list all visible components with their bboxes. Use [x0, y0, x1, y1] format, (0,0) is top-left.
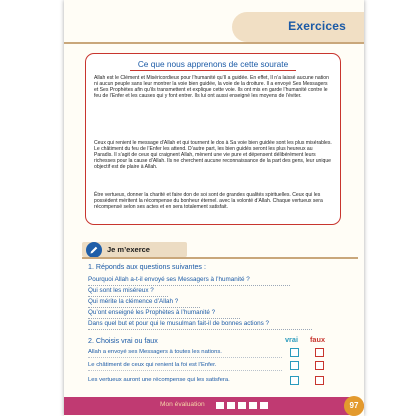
footer: [64, 393, 364, 416]
header-divider: [64, 42, 364, 44]
reading-paragraph-2: Ceux qui renient le message d’Allah et qui tournent le dos à Sa voie bien guidée sont les plus misérables. Le châtiment du feu de l’Enfer les attend. D’autre part, les bien guidés seront les plus heureux au Paradis. Il s’agit de ceux qui craignent Allah, mènent une vie pure et dépensent délibérément leurs richesses pour la cause d’Allah. Ils ne cherchent aucune reconnaissance de la part des gens, leur unique objectif est de plaire à Allah.: [94, 140, 332, 171]
workbook-page: [64, 0, 364, 416]
question-underline: [88, 307, 200, 308]
question-4: Qu’ont enseigné les Prophètes à l’humanité ?: [88, 309, 216, 316]
vrai-checkbox-1[interactable]: [290, 348, 299, 357]
vrai-checkbox-3[interactable]: [290, 376, 299, 385]
faux-checkbox-1[interactable]: [315, 348, 324, 357]
evaluation-box-4[interactable]: [249, 402, 257, 409]
statement-underline: [88, 370, 282, 371]
section-title: Je m’exerce: [107, 245, 150, 254]
statement-1: Allah a envoyé ses Messagers à toutes les nations.: [88, 349, 222, 355]
evaluation-box-2[interactable]: [227, 402, 235, 409]
statement-3: Les vertueux auront une récompense qui les satisfera.: [88, 377, 230, 383]
evaluation-box-1[interactable]: [216, 402, 224, 409]
column-vrai: vrai: [285, 335, 298, 344]
reading-title-underline: [130, 70, 296, 71]
pencil-icon: [86, 242, 102, 258]
faux-checkbox-3[interactable]: [315, 376, 324, 385]
vrai-checkbox-2[interactable]: [290, 361, 299, 370]
page-number: 97: [349, 401, 359, 410]
question-2: Qui sont les miséreux ?: [88, 287, 154, 294]
page-title: Exercices: [288, 19, 346, 33]
exercise-2-heading: 2. Choisis vrai ou faux: [88, 337, 158, 345]
faux-checkbox-2[interactable]: [315, 361, 324, 370]
evaluation-box-3[interactable]: [238, 402, 246, 409]
question-underline: [88, 318, 240, 319]
statement-underline: [88, 357, 282, 358]
question-5: Dans quel but et pour qui le musulman fait-il de bonnes actions ?: [88, 320, 269, 327]
statement-2: Le châtiment de ceux qui renient la foi est l’Enfer.: [88, 362, 217, 368]
column-faux: faux: [310, 335, 326, 344]
question-underline: [88, 296, 168, 297]
evaluation-label: Mon évaluation: [160, 401, 205, 408]
question-underline: [88, 285, 290, 286]
evaluation-bar: [64, 397, 364, 415]
question-underline: [88, 329, 312, 330]
evaluation-box-5[interactable]: [260, 402, 268, 409]
question-3: Qui mérite la clémence d’Allah ?: [88, 298, 179, 305]
reading-paragraph-1: Allah est le Clément et Miséricordieux pour l’humanité qu’Il a guidée. En effet, Il n’a laissé aucune nation ni aucun peuple sans leur montrer la voie bien guidée, la voie de la droiture. Il a envoyé Ses Messagers et Ses Prophètes afin qu’ils transmettent et explique cette voie. Ils ont mis en garde l’humanité contre le feu de l’Enfer et les causes qui y font entrer. Ils lui ont aussi enseigné les moyens de l’éviter.: [94, 75, 329, 100]
reading-title: Ce que nous apprenons de cette sourate: [137, 59, 289, 69]
reading-box: [85, 53, 341, 225]
question-1: Pourquoi Allah a-t-il envoyé ses Messagers à l’humanité ?: [88, 276, 250, 283]
section-divider: [82, 257, 358, 259]
exercise-1-heading: 1. Réponds aux questions suivantes :: [88, 263, 206, 271]
reading-paragraph-3: Être vertueux, donner la charité et faire don de soi sont de grandes qualités spirituelles. Ceux qui les possèdent méritent la récompense du bonheur éternel. avec la volonté d’Allah. Chaque vertueux sera récompensé selon ses actes et en sera totalement satisfait.: [94, 192, 323, 211]
